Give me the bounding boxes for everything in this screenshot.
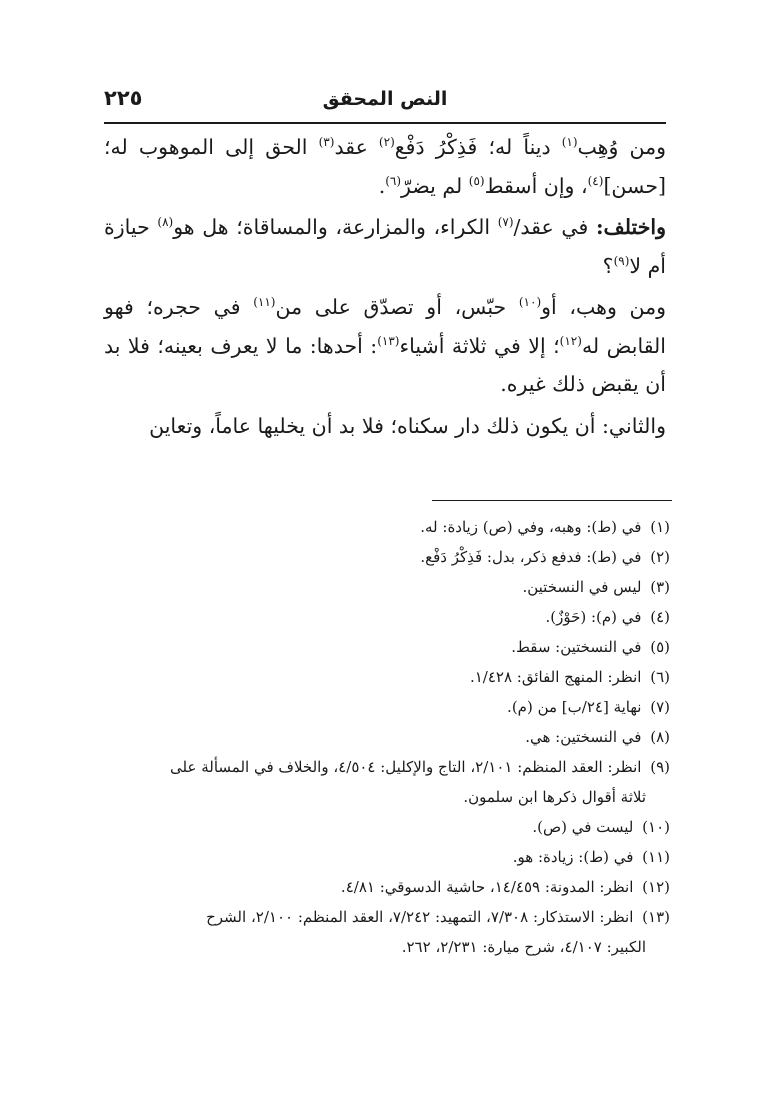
footnote-number: (١٣) (642, 908, 670, 926)
header-rule (104, 122, 666, 124)
text-run: ومن وهب، أو (541, 295, 666, 319)
footnote (104, 602, 670, 632)
text-run: : أحدها: ما لا يعرف بعينه؛ فلا بد أن يقبض ذلك غيره. (104, 333, 666, 396)
footnote-ref: (١٠) (518, 295, 542, 309)
footnote-text: في (ط): وهبه، وفي (ص) زيادة: له. (420, 518, 647, 536)
paragraph (104, 407, 666, 446)
footnote-text: انظر: الاستذكار: ٧/٣٠٨، التمهيد: ٧/٢٤٢، العقد المنظم: ٢/١٠٠، الشرح (206, 908, 639, 926)
text-run: ومن وُهِب (577, 135, 666, 159)
text-run: لم يضرّ (401, 173, 469, 198)
footnote (104, 542, 670, 572)
running-title: النص المحقق (322, 88, 448, 110)
footnotes (104, 512, 670, 962)
footnote (104, 572, 670, 602)
footnote-text: في (ط): زيادة: هو. (512, 848, 639, 866)
footnote-ref: (٦) (385, 173, 402, 188)
footnote-ref: (٤) (587, 173, 604, 188)
footnote-ref: (١١) (253, 295, 276, 309)
footnote-text: نهاية [٢٤/ب] من (م). (507, 698, 647, 716)
paragraph (104, 128, 666, 205)
text-run: والثاني: أن يكون ذلك دار سكناه؛ فلا بد أن يخليها عاماً، وتعاين (149, 413, 666, 438)
footnote-number: (٦) (650, 668, 670, 686)
footnote-text: انظر: المنهج الفائق: ١/٤٢٨. (469, 668, 647, 686)
footnote-number: (١٠) (642, 818, 670, 836)
footnote-number: (١٢) (642, 878, 670, 896)
footnote-ref: (٩) (613, 253, 630, 268)
footnote-continuation: الكبير: ٤/١٠٧، شرح ميارة: ٢/٢٣١، ٢٦٢. (401, 938, 646, 956)
text-run: حبّس، أو تصدّق على من (275, 295, 519, 319)
footnote (104, 512, 670, 542)
footnote-ref: (١٣) (377, 333, 400, 348)
footnote-number: (٢) (650, 548, 670, 566)
footnote (104, 812, 670, 842)
footnote-ref: (٢) (378, 135, 395, 149)
footnote-text: انظر: المدونة: ١٤/٤٥٩، حاشية الدسوقي: ٤/٨١. (340, 878, 639, 896)
footnote-number: (٩) (650, 758, 670, 776)
footnote-number: (١) (650, 518, 670, 536)
footnote-text: في (ط): فدفع ذكر، بدل: فَذِكْرُ دَفْع. (420, 548, 647, 566)
footnote (104, 692, 670, 722)
page-header (104, 84, 666, 120)
text-run: ؟ (602, 253, 614, 278)
paragraph (104, 208, 666, 285)
footnote-text: في النسختين: هي. (525, 728, 647, 746)
text-run: الحق إلى الموهوب له؛ [حسن] (104, 135, 666, 198)
text-run: في حجره؛ فهو القابض له (104, 295, 667, 358)
paragraph (104, 288, 666, 404)
footnote-number: (٨) (650, 728, 670, 746)
main-text (104, 128, 666, 445)
footnote-text: في (م): (حَوْزٌ). (545, 608, 647, 626)
footnote-ref: (١٢) (559, 333, 582, 348)
text-run: حيازة أم لا (104, 215, 666, 278)
footnote (104, 752, 670, 812)
footnote-ref: (٣) (318, 135, 335, 149)
text-run: ؛ إلا في ثلاثة أشياء (399, 333, 560, 358)
footnote-number: (٥) (650, 638, 670, 656)
footnote-continuation: ثلاثة أقوال ذكرها ابن سلمون. (463, 788, 646, 806)
footnote-text: انظر: العقد المنظم: ٢/١٠١، التاج والإكليل: ٤/٥٠٤، والخلاف في المسألة على (170, 758, 647, 776)
footnote-number: (٤) (650, 608, 670, 626)
page-number: ٢٢٥ (104, 86, 143, 110)
text-run: ديناً له؛ فَذِكْرُ دَفْع (394, 135, 562, 159)
footnote (104, 902, 670, 962)
footnote-ref: (٧) (497, 215, 514, 229)
footnote-text: في النسختين: سقط. (511, 638, 647, 656)
footnote-separator (432, 500, 672, 501)
footnote (104, 872, 670, 902)
footnote (104, 662, 670, 692)
text-run: عقد (334, 135, 379, 159)
text-run: في عقد/ (513, 215, 596, 239)
footnote (104, 842, 670, 872)
text-run: . (378, 173, 386, 198)
text-run: الكراء، والمزارعة، والمساقاة؛ هل هو (173, 215, 498, 239)
footnote-number: (٣) (650, 578, 670, 596)
footnote (104, 722, 670, 752)
footnote-ref: (٨) (157, 215, 174, 229)
footnote-ref: (٥) (468, 173, 485, 188)
footnote-text: ليست في (ص). (532, 818, 639, 836)
text-run: ، وإن أسقط (484, 173, 588, 198)
footnote (104, 632, 670, 662)
footnote-number: (٧) (650, 698, 670, 716)
footnote-number: (١١) (642, 848, 670, 866)
paragraph-lead: واختلف: (595, 215, 666, 239)
footnote-text: ليس في النسختين. (522, 578, 647, 596)
footnote-ref: (١) (561, 135, 578, 149)
